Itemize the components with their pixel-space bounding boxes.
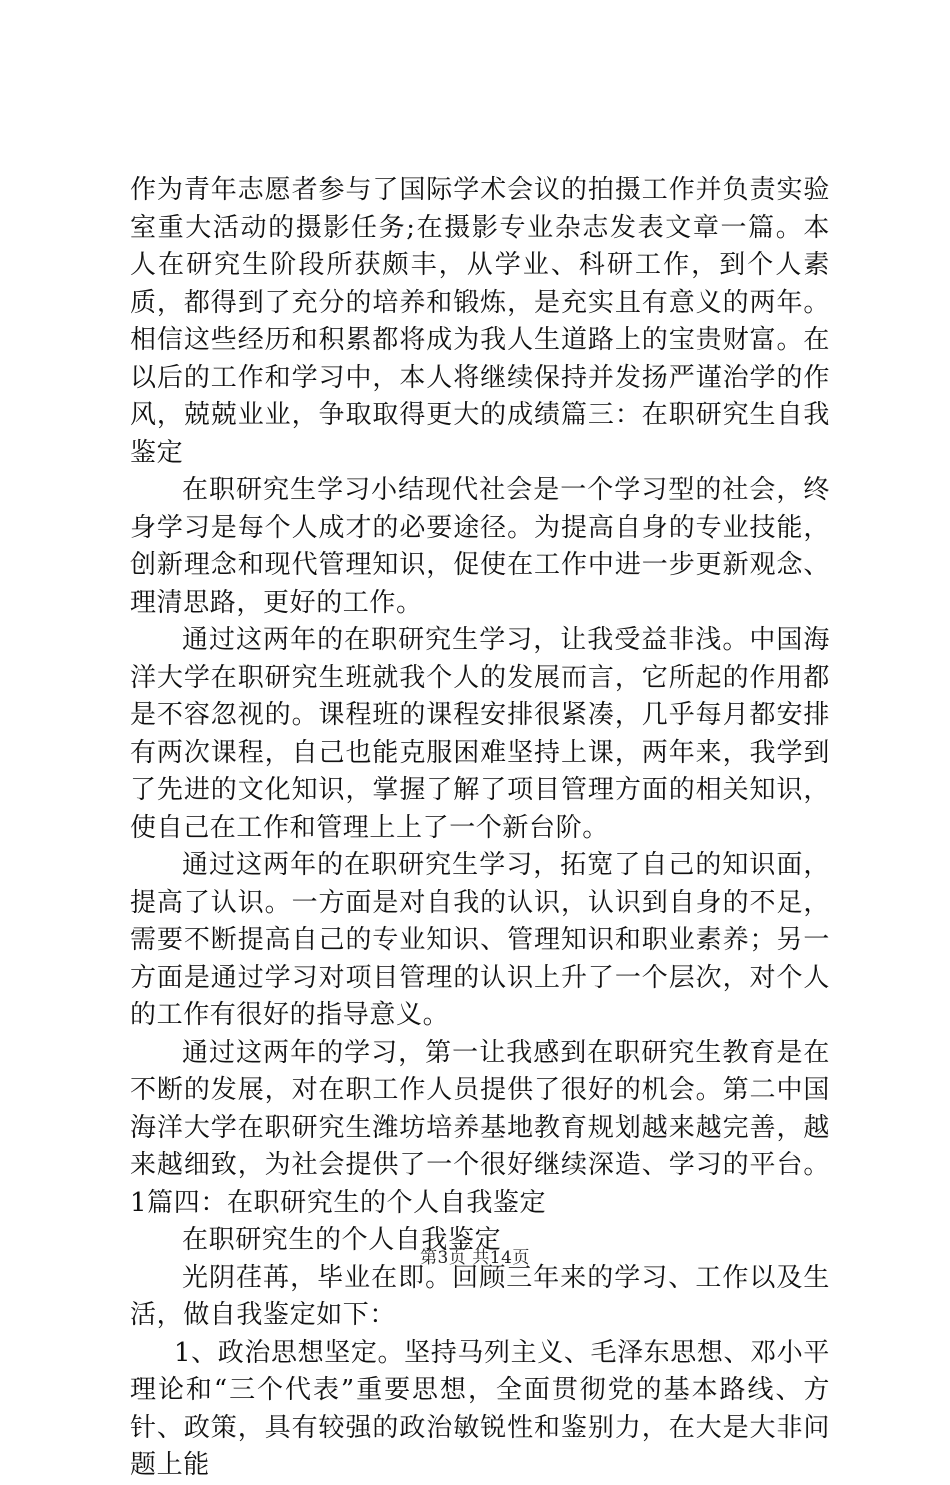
paragraph-2: 在职研究生学习小结现代社会是一个学习型的社会，终身学习是每个人成才的必要途径。为提高自身的专业技能，创新理念和现代管理知识，促使在工作中进一步更新观念、理清思路，更好的工作。 [130, 475, 830, 618]
paragraph-1: 作为青年志愿者参与了国际学术会议的拍摄工作并负责实验室重大活动的摄影任务;在摄影专业杂志发表文章一篇。本人在研究生阶段所获颇丰，从学业、科研工作，到个人素质，都得到了充分的培养和锻炼，是充实且有意义的两年。相信这些经历和积累都将成为我人生道路上的宝贵财富。在以后的工作和学习中，本人将继续保持并发扬严谨治学的作风，兢兢业业，争取取得更大的成绩篇三：在职研究生自我鉴定 [130, 175, 830, 468]
document-body [130, 172, 830, 1485]
paragraph-7: 1、政治思想坚定。坚持马列主义、毛泽东思想、邓小平理论和“三个代表”重要思想，全面贯彻党的基本路线、方针、政策，具有较强的政治敏锐性和鉴别力，在大是大非问题上能 [130, 1337, 830, 1480]
paragraph-3: 通过这两年的在职研究生学习，让我受益非浅。中国海洋大学在职研究生班就我个人的发展而言，它所起的作用都是不容忽视的。课程班的课程安排很紧凑，几乎每月都安排有两次课程，自己也能克服困难坚持上课，两年来，我学到了先进的文化知识，掌握了解了项目管理方面的相关知识，使自己在工作和管理上上了一个新台阶。 [130, 625, 830, 843]
paragraph-4: 通过这两年的在职研究生学习，拓宽了自己的知识面，提高了认识。一方面是对自我的认识，认识到自身的不足，需要不断提高自己的专业知识、管理知识和职业素养；另一方面是通过学习对项目管理的认识上升了一个层次，对个人的工作有很好的指导意义。 [130, 850, 830, 1030]
paragraph-6: 光阴荏苒，毕业在即。回顾三年来的学习、工作以及生活，做自我鉴定如下： [130, 1262, 830, 1330]
paragraph-5: 通过这两年的学习，第一让我感到在职研究生教育是在不断的发展，对在职工作人员提供了很好的机会。第二中国海洋大学在职研究生潍坊培养基地教育规划越来越完善，越来越细致，为社会提供了一个很好继续深造、学习的平台。1篇四：在职研究生的个人自我鉴定 [130, 1037, 830, 1218]
page-number-footer: 第3页 共14页 [420, 1248, 530, 1268]
section-heading: 在职研究生的个人自我鉴定 [182, 1225, 502, 1255]
